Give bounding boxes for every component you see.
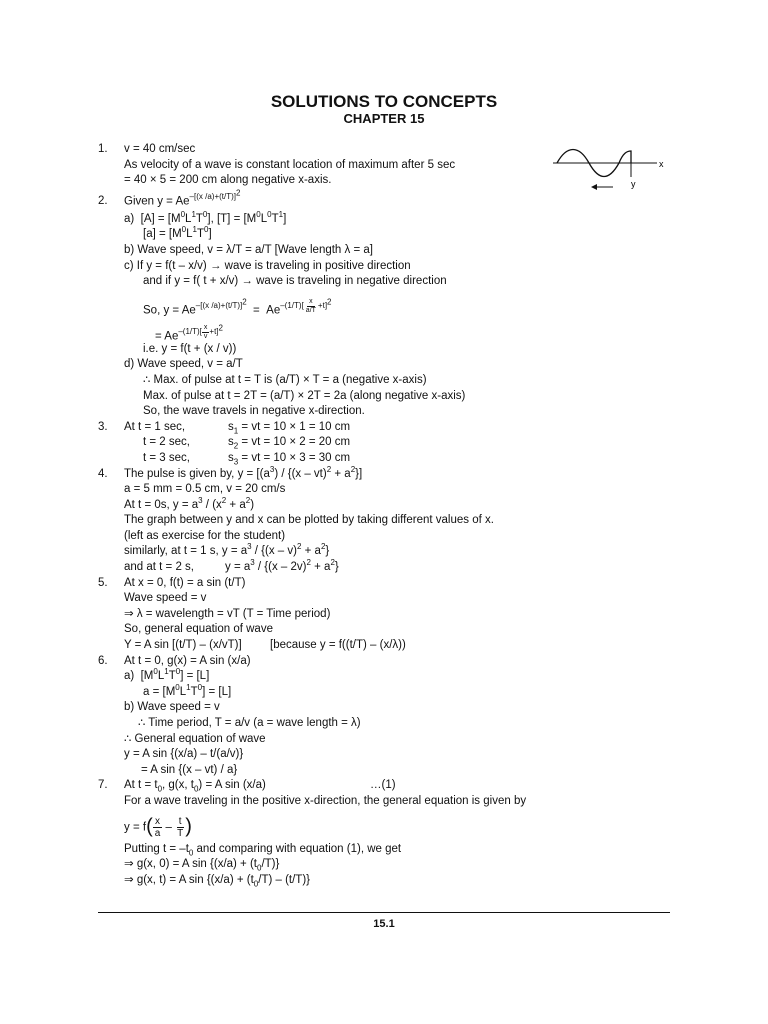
q5-number: 5. — [98, 576, 108, 589]
q7-equation-tag: …(1) — [370, 779, 396, 792]
y-label: y — [631, 179, 636, 189]
q6-line1: At t = 0, g(x) = A sin (x/a) — [124, 654, 251, 667]
q7-line4: Putting $t = -t_0$ and comparing with equation (1), we get — [124, 842, 402, 857]
q7-line2: For a wave traveling in the positive x-direction, the general equation is given by — [124, 794, 527, 807]
q5-line5a: Y = A sin [(t/T) – (x/vT)] — [124, 639, 242, 652]
q3-row2-time: t = 2 sec, — [143, 436, 190, 449]
q2-a-dimension-a: $[a] = [M^0L^1T^0]$ — [143, 225, 212, 241]
q2-equation-velocity-form: = $Ae^{-(1/T)[ \frac{x}{v} +t]^2}$ — [155, 323, 223, 343]
q1-line2: As velocity of a wave is constant location of maximum after 5 sec — [124, 158, 456, 171]
q1-line3: = 40 × 5 = 200 cm along negative x-axis. — [124, 174, 332, 187]
q2-so-equation: So, $y = Ae^{-[(x /a)+(t/T)]^2} = Ae^{-(1/T)[ \frac{x}{a/T} +t]^2}$ — [143, 297, 332, 317]
q7-line6: ⇒ g(x, t) = A $\sin \{(x/a) + (t_0/T) - (t/T)\}$ — [124, 873, 310, 889]
q3-number: 3. — [98, 420, 108, 433]
q7-line1: At $t = t_0$, g(x, $t_0) = A$ sin (x/a) — [124, 779, 266, 794]
q2-c-line1: c) If y = f(t – x/v) → wave is traveling in positive direction — [124, 259, 411, 272]
q4-line2: a = 5 mm = 0.5 cm, v = 20 cm/s — [124, 483, 286, 496]
q4-number: 4. — [98, 467, 108, 480]
q3-row2-distance: $s_2$ = vt = 10 × 2 = 20 cm — [228, 436, 351, 451]
q4-line3: At t = 0s, $y = a^3 / (x^2 + a^2)$ — [124, 495, 255, 511]
q5-line1: At x = 0, f(t) = a sin (t/T) — [124, 576, 246, 589]
q3-row1-distance: $s_1$ = vt = 10 × 1 = 10 cm — [228, 420, 351, 436]
q4-line6: similarly, at t = 1 s, $y = a^3 / \{(x - v)^2 + a^2\}$ — [124, 542, 330, 558]
q3-row3-distance: $s_3$ = vt = 10 × 3 = 30 cm — [228, 451, 351, 467]
q2-given: Given $y = Ae^{-[(x /a)+(t/T)]^2}$ — [124, 188, 241, 208]
q3-row3-time: t = 3 sec, — [143, 451, 190, 464]
q6-line6: ∴ General equation of wave — [124, 732, 266, 745]
q4-line1: The pulse is given by, $y = [(a^3) / \{(x - vt)^2 + a^2\}]$ — [124, 464, 363, 480]
q2-d-line2: ∴ Max. of pulse at t = T is (a/T) × T = a (negative x-axis) — [143, 373, 427, 386]
q6-line7: y = A sin {(x/a) – t/(a/v)} — [124, 748, 244, 761]
q6-line4: b) Wave speed = v — [124, 701, 220, 714]
q7-number: 7. — [98, 779, 108, 792]
q4-line7: and at t = 2 s, — [124, 561, 195, 574]
q2-d-line4: So, the wave travels in negative x-direction. — [143, 405, 365, 418]
q2-d-line3: Max. of pulse at t = 2T = (a/T) × 2T = 2a (along negative x-axis) — [143, 389, 466, 402]
q2-b-line: b) Wave speed, v = λ/T = a/T [Wave length λ = a] — [124, 243, 373, 256]
q5-line4: So, general equation of wave — [124, 623, 273, 636]
q4-line4: The graph between y and x can be plotted by taking different values of x. — [124, 514, 494, 527]
solutions-content — [98, 142, 618, 888]
q6-number: 6. — [98, 654, 108, 667]
q2-number: 2. — [98, 194, 108, 207]
q6-line8: = A sin {(x – vt) / a} — [141, 763, 238, 776]
page-number: 15.1 — [373, 918, 395, 930]
q1-number: 1. — [98, 143, 108, 155]
q2-ie-line: i.e. y = f(t + (x / v)) — [143, 342, 237, 355]
q5-line2: Wave speed = v — [124, 592, 207, 605]
q4-line7-eq: $y = a^3 / \{(x - 2v)^2 + a^2\}$ — [225, 558, 339, 574]
q2-d-line: d) Wave speed, v = a/T — [124, 358, 243, 371]
q5-line5b: [because y = f((t/T) – (x/λ)) — [270, 639, 406, 652]
x-label: x — [659, 159, 664, 169]
q2-a-dimensions: a) $[A] = [M^0L^1T^0]$, $[T] = [M^0L^0T^1]$ — [124, 209, 287, 225]
q7-line5: ⇒ g(x, 0) = A $\sin \{(x/a) + (t_0/T)\}$ — [124, 858, 280, 873]
q1-line1: v = 40 cm/sec — [124, 143, 196, 155]
q6-line3: $a = [M^0L^1T^0] = [L]$ — [143, 682, 232, 698]
footer-rule — [98, 912, 670, 913]
q6-line2: a) $[M^0L^1T^0] = [L]$ — [124, 667, 210, 683]
q5-line3: ⇒ λ = wavelength = vT (T = Time period) — [124, 607, 331, 620]
chapter-title: CHAPTER 15 — [343, 111, 425, 126]
q3-row1-time: At t = 1 sec, — [124, 420, 186, 433]
page-title: SOLUTIONS TO CONCEPTS — [270, 92, 498, 111]
q2-c-line2: and if y = f( t + x/v) → wave is traveling in negative direction — [143, 275, 447, 288]
q4-line5: (left as exercise for the student) — [124, 529, 286, 542]
q7-general-equation: y = f( $\frac{x}{a}$ – $\frac{t}{T}$ ) — [124, 815, 192, 839]
q6-line5: ∴ Time period, T = a/v (a = wave length = λ) — [138, 717, 361, 729]
